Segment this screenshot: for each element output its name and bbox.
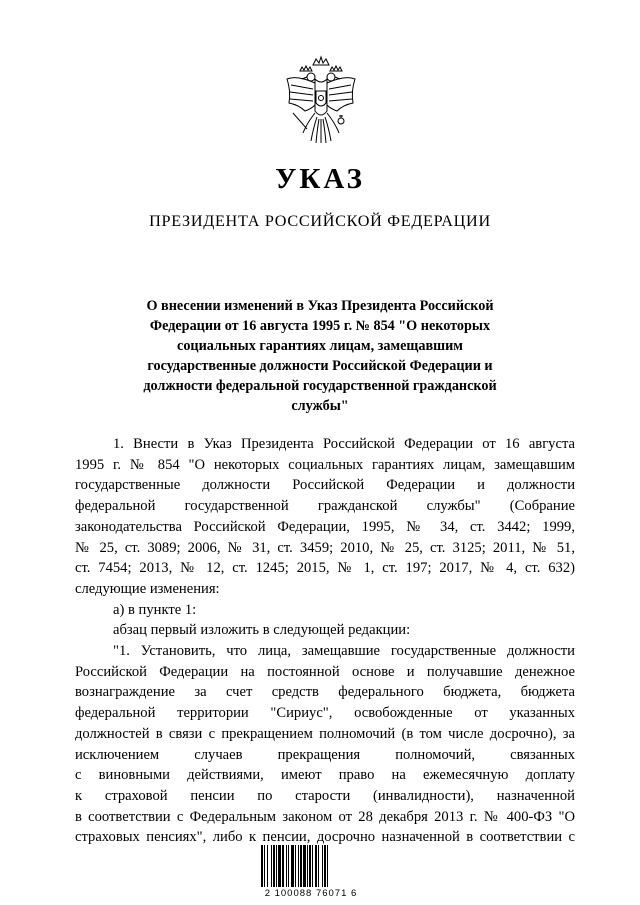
heading-line: государственные должности Российской Федерации и [147, 358, 493, 374]
body-line: 1995 г. № 854 "О некоторых социальных гарантиях лицам, замещавшим [75, 456, 575, 473]
body-line: 1. Внести в Указ Президента Российской Федерации от 16 августа [113, 436, 575, 452]
barcode-bar [261, 845, 263, 887]
document-title: УКАЗ [275, 163, 365, 195]
barcode-number: 2 100088 76071 6 [264, 888, 358, 899]
document-subtitle: ПРЕЗИДЕНТА РОССИЙСКОЙ ФЕДЕРАЦИИ [149, 212, 491, 230]
body-line: № 25, ст. 3089; 2006, № 31, ст. 3459; 2010, № 25, ст. 3125; 2011, № 51, [75, 539, 575, 556]
body-line: абзац первый изложить в следующей редакции: [113, 622, 411, 639]
barcode [261, 845, 361, 887]
body-line: законодательства Российской Федерации, 1995, № 34, ст. 3442; 1999, [75, 518, 575, 535]
barcode-bar [303, 845, 306, 887]
body-line: федеральной территории "Сириус", освобожденные от указанных [75, 705, 575, 722]
barcode-bar [312, 845, 313, 887]
body-line: ст. 7454; 2013, № 12, ст. 1245; 2015, № 1, ст. 197; 2017, № 4, ст. 632) [75, 560, 575, 577]
heading-line: О внесении изменений в Указ Президента Российской [146, 298, 494, 314]
barcode-bar [267, 845, 268, 887]
body-line: с виновными действиями, имеют право на ежемесячную доплату [75, 767, 575, 784]
barcode-bar [286, 845, 287, 887]
barcode-bar [322, 845, 323, 887]
barcode-bar [264, 845, 265, 887]
heading-line: должности федеральной государственной гражданской [143, 378, 497, 394]
body-line: следующие изменения: [75, 580, 220, 597]
body-line: страховых пенсиях", либо к пенсии, досрочно назначенной в соответствии с [75, 829, 575, 846]
decree-heading [112, 296, 528, 416]
heading-line: службы" [291, 398, 349, 414]
barcode-bar [273, 845, 275, 887]
barcode-bar [327, 845, 328, 887]
decree-body [75, 434, 575, 848]
barcode-bar [291, 845, 294, 887]
barcode-bar [282, 845, 284, 887]
barcode-bar [300, 845, 302, 887]
body-line: Российской Федерации на постоянной основе и получавшие денежное [75, 663, 575, 680]
barcode-bar [309, 845, 311, 887]
heading-line: социальных гарантиях лицам, замещавшим [177, 338, 463, 354]
body-line: должностей в связи с прекращением полномочий (в том числе досрочно), за [75, 725, 575, 742]
barcode-bar [315, 845, 317, 887]
body-line: государственные должности Российской Федерации и должности [75, 477, 575, 494]
body-line: в соответствии с Федеральным законом от 28 декабря 2013 г. № 400-ФЗ "О [75, 808, 575, 825]
barcode-bar [324, 845, 326, 887]
barcode-bar [298, 845, 299, 887]
barcode-bar [288, 845, 289, 887]
barcode-bar [318, 845, 319, 887]
body-line: "1. Установить, что лица, замещавшие государственные должности [113, 643, 575, 660]
heading-line: Федерации от 16 августа 1995 г. № 854 "О некоторых [149, 318, 491, 334]
body-line: к страховой пенсии по старости (инвалидности), назначенной [75, 787, 575, 804]
barcode-bar [307, 845, 308, 887]
body-line: федеральной государственной гражданской службы" (Собрание [75, 498, 575, 515]
body-line: вознаграждение за счет средств федерального бюджета, бюджета [75, 684, 575, 701]
coat-of-arms-icon [283, 55, 359, 145]
body-line: а) в пункте 1: [113, 601, 197, 618]
barcode-bar [278, 845, 281, 887]
barcode-bar [276, 845, 277, 887]
barcode-bar [295, 845, 296, 887]
barcode-bar [271, 845, 272, 887]
body-line: исключением случаев прекращения полномочий, связанных [75, 746, 575, 763]
